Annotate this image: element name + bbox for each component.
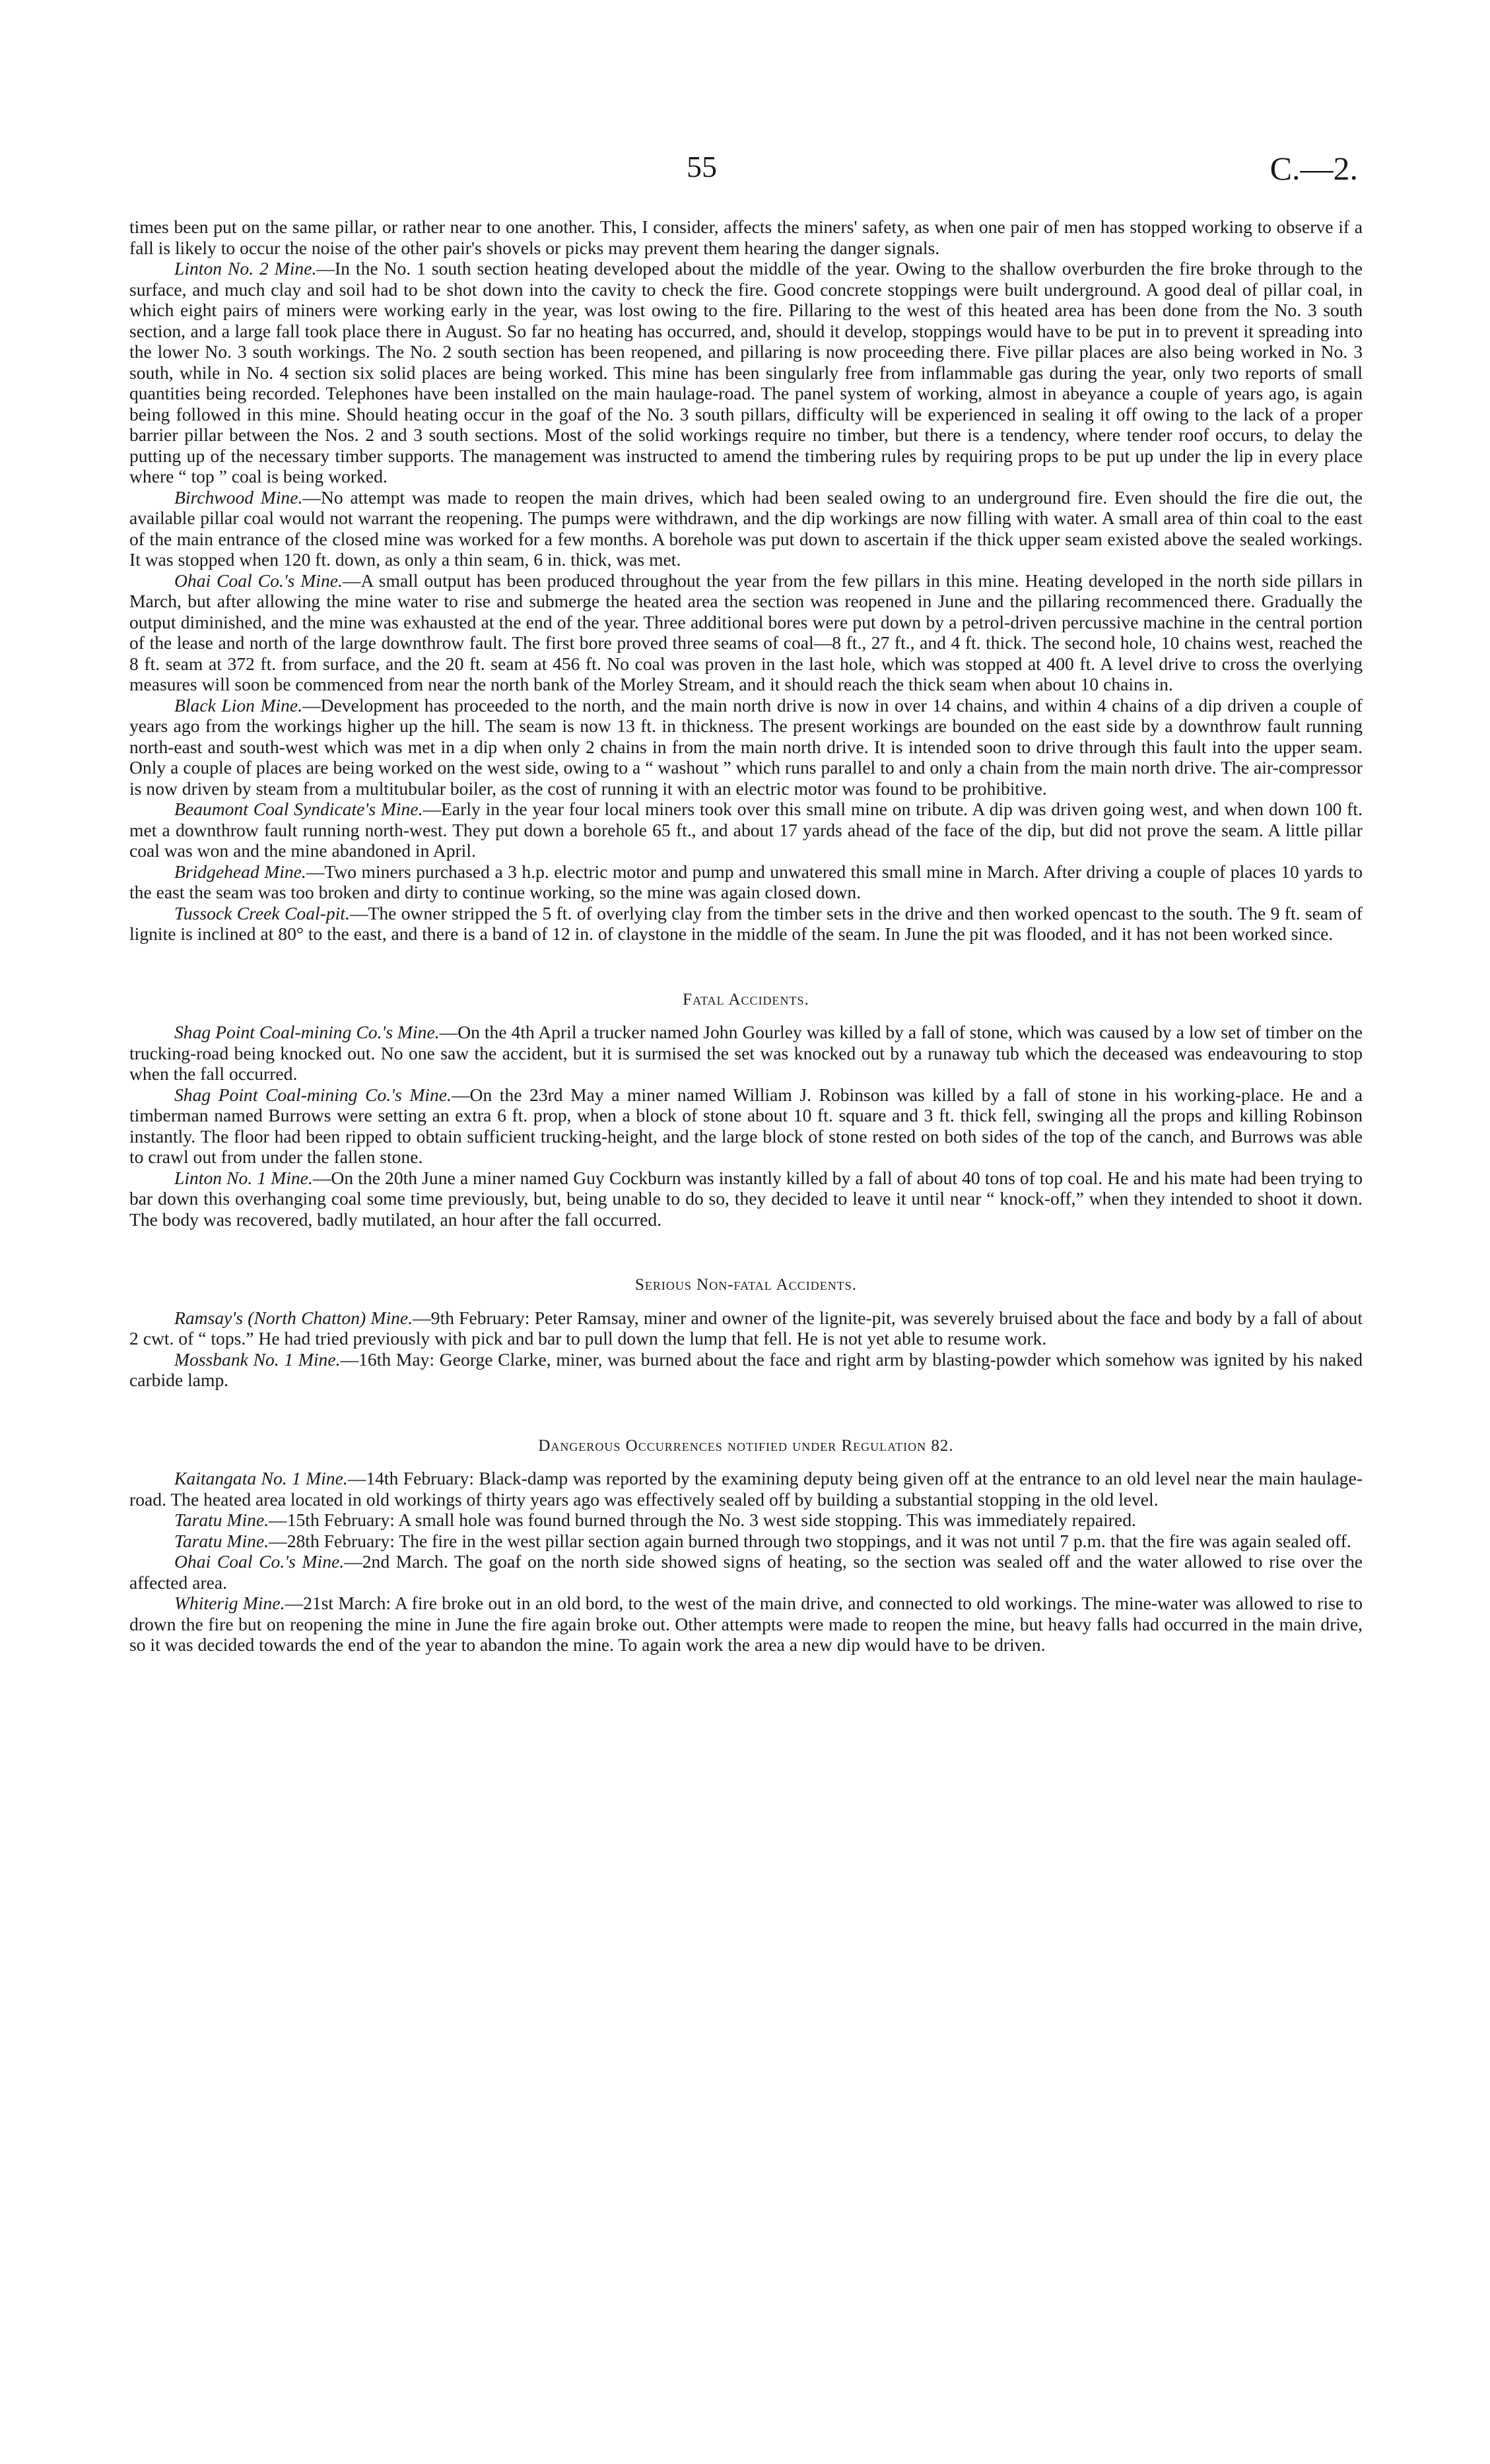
mine-paragraph: [129, 570, 1363, 695]
accident-text: —9th February: Peter Ramsay, miner and owner of the lignite-pit, was severely bruised about the face and body by a fall of about 2 cwt. of “ tops.” He had tried previously with pick and bar to pull down the lump that fell. He is not yet able to resume work.: [129, 1307, 1363, 1349]
mine-text: —No attempt was made to reopen the main drives, which had been sealed owing to an underground fire. Even should the fire die out, the available pillar coal would not warrant the reopening. The pumps were withdrawn, and the dip workings are now filling with water. A small area of thin coal to the east of the main entrance of the closed mine was worked for a few months. A borehole was put down to ascertain if the thick upper seam existed above the sealed workings. It was stopped when 120 ft. down, as only a thin seam, 6 in. thick, was met.: [129, 486, 1363, 570]
mine-paragraph: [129, 695, 1363, 799]
page-header: [0, 149, 1490, 195]
mine-name: Beaumont Coal Syndicate's Mine.: [174, 799, 423, 819]
fatal-accidents-heading: Fatal Accidents.: [683, 990, 809, 1009]
mine-name: Shag Point Coal-mining Co.'s Mine.: [174, 1084, 452, 1105]
mine-name: Black Lion Mine.: [174, 694, 303, 716]
occurrence-text: —15th February: A small hole was found burned through the No. 3 west side stopping. This was immediately repaired.: [269, 1510, 1136, 1530]
mine-paragraph: [129, 903, 1363, 945]
occurrence-text: —2nd March. The goaf on the north side showed signs of heating, so the section was sealed off and the water allowed to rise over the affected area.: [129, 1551, 1363, 1593]
mine-paragraph: [129, 799, 1363, 861]
occurrence-paragraph: [129, 1551, 1363, 1593]
occurrence-text: —21st March: A fire broke out in an old bord, to the west of the main drive, and connected to old workings. The mine-water was allowed to rise to drown the fire but on reopening the mine in June the fire again broke out. Other attempts were made to reopen the mine, but heavy falls had occurred in the main drive, so it was decided towards the end of the year to abandon the mine. To again work the area a new dip would have to be driven.: [129, 1593, 1363, 1655]
mine-name: Taratu Mine.: [174, 1530, 269, 1551]
document-code: C.—2.: [1270, 150, 1358, 187]
dangerous-occurrences-heading: Dangerous Occurrences notified under Regulation 82.: [538, 1436, 954, 1455]
occurrence-paragraph: [129, 1593, 1363, 1655]
mine-text: —In the No. 1 south section heating developed about the middle of the year. Owing to the shallow overburden the fire broke through to the surface, and much clay and soil had to be shot down into the cavity to check the fire. Good concrete stoppings were built underground. A good deal of pillar coal, in which eight pairs of miners were working early in the year, was lost owing to the fire. Pillaring to the west of this heated area has been done from the No. 3 south section, and a large fall took place there in August. So far no heating has occurred, and, should it develop, stoppings would have to be put in to prevent it spreading into the lower No. 3 south workings. The No. 2 south section has been reopened, and pillaring is now proceeding there. Five pillar places are also being worked in No. 3 south, while in No. 4 section six solid places are being worked. This mine has been singularly free from inflammable gas during the year, only two reports of small quantities being recorded. Telephones have been installed on the main haulage-road. The panel system of working, almost in abeyance a couple of years ago, is again being followed in this mine. Should heating occur in the goaf of the No. 3 south pillars, difficulty will be experienced in sealing it off owing to the lack of a proper barrier pillar between the Nos. 2 and 3 south sections. Most of the solid workings require no timber, but there is a tendency, where tender roof occurs, to delay the putting up of the necessary timber supports. The management was instructed to amend the timbering rules by requiring props to be put up under the lip in every place where “ top ” coal is being worked.: [129, 258, 1363, 486]
mine-name: Ohai Coal Co.'s Mine.: [174, 1551, 345, 1572]
fatal-paragraph: [129, 1022, 1363, 1084]
accident-text: —On the 20th June a miner named Guy Cockburn was instantly killed by a fall of about 40 tons of top coal. He and his mate had been trying to bar down this overhanging coal some time previously, but, being unable to do so, they decided to leave it until near “ knock-off,” when they intended to shoot it down. The body was recovered, badly mutilated, an hour after the fall occurred.: [129, 1167, 1363, 1230]
mine-text: —The owner stripped the 5 ft. of overlying clay from the timber sets in the drive and then worked opencast to the south. The 9 ft. seam of lignite is inclined at 80° to the east, and there is a band of 12 in. of claystone in the middle of the seam. In June the pit was flooded, and it has not been worked since.: [129, 902, 1363, 944]
mine-name: Mossbank No. 1 Mine.: [174, 1349, 341, 1370]
mine-paragraph: [129, 258, 1363, 487]
mine-text: —A small output has been produced throughout the year from the few pillars in this mine. Heating developed in the north side pillars in March, but after allowing the mine water to rise and submerge the heated area the section was reopened in June and the pillaring recommenced there. Gradually the output diminished, and the mine was exhausted at the end of the year. Three additional bores were put down by a petrol-driven percussive machine in the central portion of the lease and north of the large downthrow fault. The first bore proved three seams of coal—8 ft., 27 ft., and 4 ft. thick. The second hole, 10 chains west, reached the 8 ft. seam at 372 ft. from surface, and the 20 ft. seam at 456 ft. No coal was proven in the last hole, which was stopped at 400 ft. A level drive to cross the overlying measures will soon be commenced from near the north bank of the Morley Stream, and it should reach the thick seam when about 10 chains in.: [129, 570, 1363, 694]
fatal-paragraph: [129, 1084, 1363, 1168]
mine-name: Taratu Mine.: [174, 1510, 269, 1530]
page-body: [129, 216, 1363, 1655]
nonfatal-paragraph: [129, 1349, 1363, 1391]
mine-name: Bridgehead Mine.: [174, 861, 306, 882]
mine-name: Linton No. 2 Mine.: [174, 258, 317, 279]
mine-name: Ohai Coal Co.'s Mine.: [174, 570, 343, 591]
intro-paragraph: times been put on the same pillar, or rather near to one another. This, I consider, affects the miners' safety, as when one pair of men has stopped working to observe if a fall is likely to occur the noise of the other pair's shovels or picks may prevent them hearing the danger signals.: [129, 216, 1363, 258]
mine-name: Birchwood Mine.: [174, 486, 303, 508]
nonfatal-paragraph: [129, 1308, 1363, 1349]
mine-name: Linton No. 1 Mine.: [174, 1167, 313, 1188]
occurrence-paragraph: [129, 1531, 1363, 1552]
fatal-paragraph: [129, 1168, 1363, 1230]
mine-paragraph: [129, 861, 1363, 903]
accident-text: —On the 23rd May a miner named William J. Robinson was killed by a fall of stone in his working-place. He and a timberman named Burrows were setting an extra 6 ft. prop, when a block of stone about 10 ft. square and 3 ft. thick fell, swinging all the props and killing Robinson instantly. The floor had been ripped to obtain sufficient trucking-height, and the large block of stone rested on both sides of the top of the canch, and Burrows was able to crawl out from under the fallen stone.: [129, 1084, 1363, 1167]
occurrence-text: —14th February: Black-damp was reported by the examining deputy being given off at the entrance to an old level near the main haulage-road. The heated area located in old workings of thirty years ago was effectively sealed off by building a substantial stopping in the old level.: [129, 1468, 1363, 1510]
accident-text: —16th May: George Clarke, miner, was burned about the face and right arm by blasting-powder which somehow was ignited by his naked carbide lamp.: [129, 1349, 1363, 1390]
nonfatal-accidents-heading: Serious Non-fatal Accidents.: [635, 1276, 857, 1294]
mine-name: Tussock Creek Coal-pit.: [174, 902, 350, 923]
mine-text: —Two miners purchased a 3 h.p. electric motor and pump and unwatered this small mine in March. After driving a couple of places 10 yards to the east the seam was too broken and dirty to continue working, so the mine was again closed down.: [129, 861, 1363, 902]
occurrence-text: —28th February: The fire in the west pillar section again burned through two stoppings, and it was not until 7 p.m. that the fire was again sealed off.: [269, 1530, 1351, 1551]
mine-name: Shag Point Coal-mining Co.'s Mine.: [174, 1022, 440, 1042]
mine-name: Kaitangata No. 1 Mine.: [174, 1468, 348, 1488]
mine-name: Ramsay's (North Chatton) Mine.: [174, 1307, 413, 1328]
mine-text: —Early in the year four local miners took over this small mine on tribute. A dip was driven going west, and when down 100 ft. met a downthrow fault running north-west. They put down a borehole 65 ft., and about 17 yards ahead of the face of the dip, but did not prove the seam. A little pillar coal was won and the mine abandoned in April.: [129, 799, 1363, 861]
mine-text: —Development has proceeded to the north, and the main north drive is now in over 14 chains, and within 4 chains of a dip driven a couple of years ago from the workings higher up the hill. The seam is now 13 ft. in thickness. The present workings are bounded on the east side by a downthrow fault running north-east and south-west which was met in a dip when only 2 chains in from the main north drive. It is intended soon to drive through this fault into the upper seam. Only a couple of places are being worked on the west side, owing to a “ washout ” which runs parallel to and only a chain from the main north drive. The air-compressor is now driven by steam from a multitubular boiler, as the cost of running it with an electric motor was found to be prohibitive.: [129, 694, 1363, 799]
mine-name: Whiterig Mine.: [174, 1593, 285, 1613]
page-number: 55: [687, 150, 717, 183]
mine-paragraph: [129, 487, 1363, 570]
occurrence-paragraph: [129, 1510, 1363, 1531]
accident-text: —On the 4th April a trucker named John Gourley was killed by a fall of stone, which was caused by a low set of timber on the trucking-road being knocked out. No one saw the accident, but it is surmised the set was knocked out by a runaway tub which the deceased was endeavouring to stop when the fall occurred.: [129, 1022, 1363, 1084]
occurrence-paragraph: [129, 1468, 1363, 1510]
